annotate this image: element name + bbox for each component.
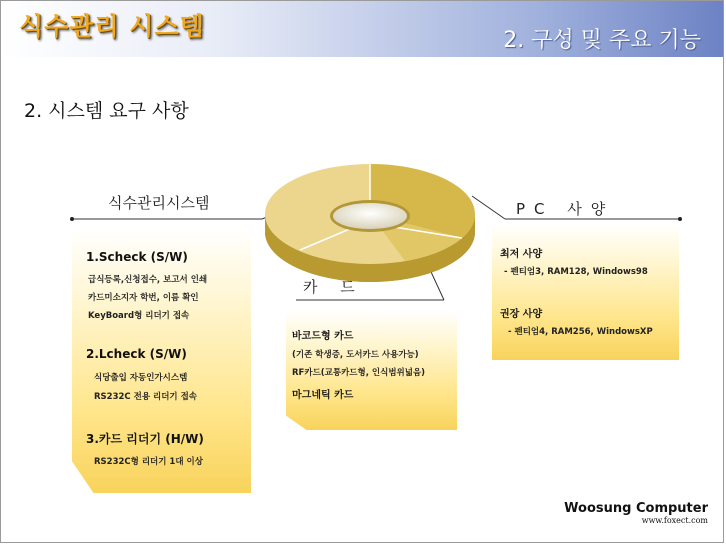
- scheck-line-1: 급식등록,신청접수, 보고서 인쇄: [88, 275, 208, 285]
- footer-brand: Woosung Computer: [564, 501, 708, 516]
- label-pc-spec: PC 사양: [516, 200, 615, 218]
- card-reader-heading: 3.카드 리더기 (H/W): [86, 432, 204, 446]
- card-type-barcode-detail: (기존 학생증, 도서카드 사용가능): [292, 350, 419, 360]
- slide-title: 식수관리 시스템: [19, 12, 205, 41]
- footer-url: www.foxect.com: [641, 516, 708, 525]
- right-connector-dot: [678, 217, 682, 221]
- scheck-heading: 1.Scheck (S/W): [86, 250, 188, 264]
- card-type-barcode: 바코드형 카드: [292, 331, 354, 342]
- card-type-magnetic: 마그네틱 카드: [292, 390, 354, 401]
- label-card: 카 드: [303, 278, 364, 296]
- min-spec-value: - 펜티엄3, RAM128, Windows98: [504, 267, 648, 277]
- scheck-line-3: KeyBoard형 리더기 접속: [88, 311, 190, 321]
- card-type-rf: RF카드(교통카드형, 인식범위넓음): [292, 368, 426, 378]
- section-title: 2. 시스템 요구 사항: [24, 100, 189, 122]
- slide-subtitle: 2. 구성 및 주요 기능: [503, 28, 701, 53]
- donut-hole: [333, 203, 407, 229]
- left-connector-dot: [70, 217, 74, 221]
- scheck-line-2: 카드미소지자 학번, 이름 확인: [88, 293, 199, 303]
- lcheck-heading: 2.Lcheck (S/W): [86, 347, 187, 361]
- rec-spec-value: - 펜티엄4, RAM256, WindowsXP: [508, 327, 653, 337]
- donut-graphic: [265, 164, 475, 282]
- card-reader-line-1: RS232C형 리더기 1대 이상: [94, 457, 203, 467]
- lcheck-line-2: RS232C 전용 리더기 접속: [94, 392, 198, 402]
- lcheck-line-1: 식당출입 자동인가시스템: [94, 373, 188, 383]
- label-meal-system: 식수관리시스템: [108, 194, 210, 212]
- min-spec-heading: 최저 사양: [500, 249, 543, 260]
- rec-spec-heading: 권장 사양: [500, 309, 543, 320]
